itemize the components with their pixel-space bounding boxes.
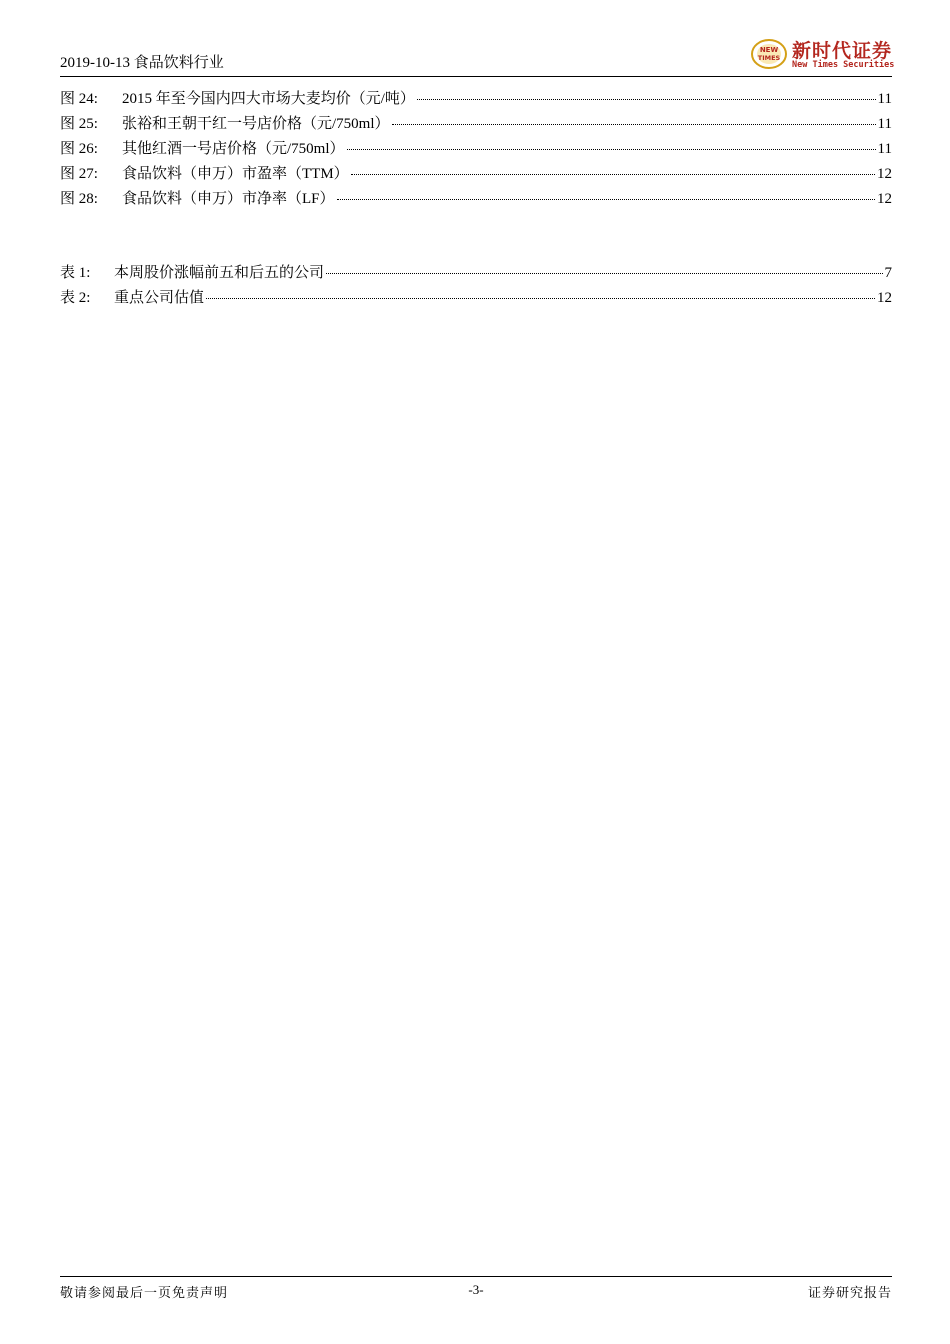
toc-entry-label: 图 26:: [60, 141, 98, 157]
dot-leader: [417, 99, 876, 100]
toc-entry-title: 重点公司估值: [114, 290, 205, 306]
toc-entry-label: 图 27:: [60, 166, 98, 182]
toc-entry-page: 11: [877, 141, 892, 157]
report-type: 证券研究报告: [807, 1285, 892, 1300]
toc-entry-page: 11: [877, 91, 892, 107]
table-list: [60, 261, 892, 311]
toc-entry-page: 12: [877, 290, 892, 306]
toc-entry-figure-27[interactable]: [60, 162, 892, 187]
dot-leader: [206, 298, 875, 299]
toc-entry-title: 其他红酒一号店价格（元/750ml）: [122, 141, 345, 157]
logo-english-name: New Times Securities: [792, 60, 895, 70]
dot-leader: [337, 199, 875, 200]
dot-leader: [351, 174, 875, 175]
svg-text:TIMES: TIMES: [757, 54, 781, 62]
svg-text:NEW: NEW: [759, 46, 779, 54]
report-date-industry: 2019-10-13 食品饮料行业: [60, 55, 224, 71]
toc-entry-page: 12: [877, 166, 892, 182]
toc-entry-title: 2015 年至今国内四大市场大麦均价（元/吨）: [122, 91, 415, 107]
figure-list: [60, 87, 892, 212]
dot-leader: [326, 273, 882, 274]
page-header: [60, 34, 895, 77]
toc-entry-title: 食品饮料（申万）市盈率（TTM）: [122, 166, 349, 182]
toc-entry-title: 本周股价涨幅前五和后五的公司: [114, 265, 325, 281]
toc-entry-label: 表 1:: [60, 265, 91, 281]
page-footer: [60, 1276, 892, 1301]
toc-entry-page: 11: [877, 116, 892, 132]
dot-leader: [347, 149, 876, 150]
toc-entry-title: 食品饮料（申万）市净率（LF）: [122, 191, 335, 207]
page-number: -3-: [468, 1282, 484, 1297]
logo-chinese-name: 新时代证券: [792, 40, 893, 62]
toc-entry-page: 7: [884, 265, 892, 281]
toc-entry-figure-26[interactable]: [60, 137, 892, 162]
toc-entry-table-2[interactable]: [60, 286, 892, 311]
new-times-emblem-icon: [750, 38, 788, 70]
toc-entry-label: 图 25:: [60, 116, 98, 132]
toc-entry-label: 表 2:: [60, 290, 91, 306]
toc-entry-label: 图 28:: [60, 191, 98, 207]
disclaimer-note: 敬请参阅最后一页免责声明: [60, 1285, 229, 1300]
toc-entry-figure-24[interactable]: [60, 87, 892, 112]
dot-leader: [392, 124, 876, 125]
toc-entry-figure-28[interactable]: [60, 187, 892, 212]
toc-entry-label: 图 24:: [60, 91, 98, 107]
toc-entry-page: 12: [877, 191, 892, 207]
toc-entry-title: 张裕和王朝干红一号店价格（元/750ml）: [122, 116, 390, 132]
company-logo: [750, 36, 895, 72]
toc-entry-figure-25[interactable]: [60, 112, 892, 137]
toc-entry-table-1[interactable]: [60, 261, 892, 286]
